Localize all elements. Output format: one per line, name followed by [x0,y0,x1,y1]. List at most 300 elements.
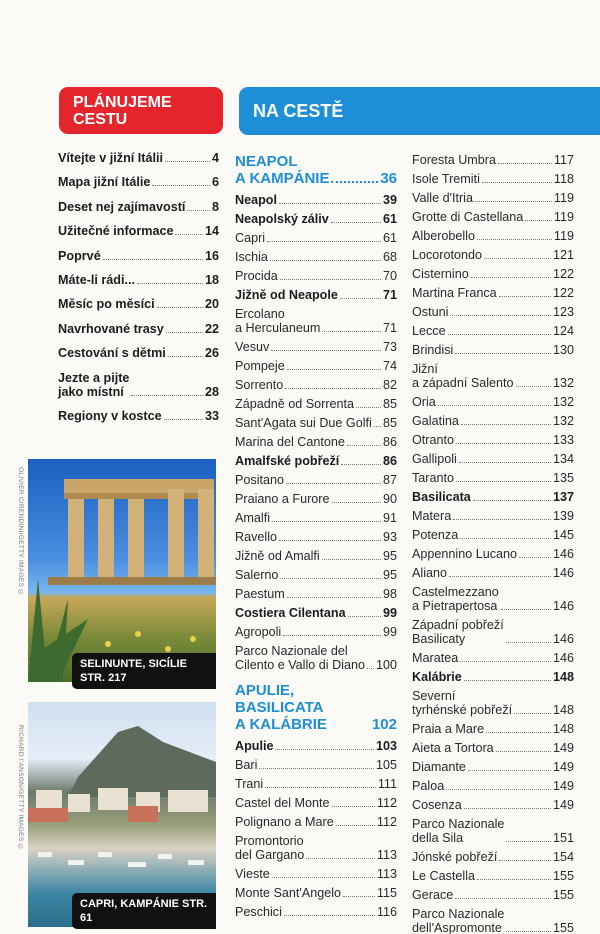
toc-entry-title: Maratea [412,651,459,665]
toc-leader-dots [506,931,551,932]
toc-entry-page: 148 [552,703,574,717]
toc-entry-page: 93 [382,530,397,544]
toc-entry-page: 105 [375,758,397,772]
toc-entry-page: 8 [211,199,219,214]
toc-entry-page: 155 [552,921,574,934]
toc-entry-page: 71 [382,288,397,302]
toc-entry-title: Cosenza [412,798,462,812]
toc-entry-page: 155 [552,888,574,902]
toc-entry [58,409,219,423]
toc-entry-title: Potenza [412,528,459,542]
toc-section-heading [235,153,397,187]
toc-entry-page: 113 [376,848,397,862]
toc-entry-page: 154 [552,850,574,864]
temple-ruins-illustration [28,459,216,682]
toc-entry [412,888,574,902]
toc-entry-page: 100 [375,658,397,672]
toc-entry-title: Agropoli [235,625,282,639]
toc-entry [412,414,574,428]
toc-entry [235,359,397,373]
toc-entry-title: Měsíc po měsíci [58,297,155,312]
toc-leader-dots [367,668,374,669]
toc-entry-page: 133 [552,433,574,447]
toc-entry-page: 116 [376,905,397,919]
toc-entry [412,670,574,684]
toc-entry [235,340,397,354]
toc-entry [235,511,397,525]
toc-entry-page: 18 [204,272,219,287]
toc-entry [412,433,574,447]
toc-entry-page: 117 [553,153,574,167]
toc-entry [412,267,574,281]
toc-entry [235,378,397,392]
toc-entry-page: 132 [552,376,574,390]
toc-entry-title: Severní tyrhénské pobřeží [412,689,513,717]
toc-entry-page: 6 [211,175,219,190]
toc-leader-dots [287,597,381,598]
toc-entry [235,625,397,639]
toc-entry-page: 28 [204,384,219,399]
toc-entry-page: 146 [552,651,574,665]
photo-selinunte [28,459,216,682]
toc-entry-title: Vieste [235,867,270,881]
toc-entry-page: 14 [204,224,219,239]
toc-entry [412,452,574,466]
toc-leader-dots [516,386,551,387]
toc-leader-dots [103,259,203,260]
toc-entry-page: 146 [552,547,574,561]
toc-entry-title: Neapol [235,193,277,207]
toc-entry [412,907,574,934]
toc-entry-title: Galatina [412,414,459,428]
toc-entry [235,473,397,487]
toc-leader-dots [506,841,551,842]
toc-entry-title: Gallipoli [412,452,457,466]
toc-entry-title: Oria [412,395,436,409]
toc-entry-title: Foresta Umbra [412,153,496,167]
toc-leader-dots [331,181,378,183]
toc-entry [235,777,397,791]
toc-entry-page: 90 [382,492,397,506]
toc-leader-dots [514,713,551,714]
toc-entry-title: APULIE, BASILICATA A KALÁBRIE [235,682,327,733]
toc-entry [412,566,574,580]
toc-leader-dots [459,462,551,463]
toc-leader-dots [279,540,381,541]
toc-entry [235,587,397,601]
toc-entry-page: 86 [382,454,397,468]
toc-leader-dots [482,182,552,183]
toc-entry [235,834,397,862]
toc-entry-page: 68 [382,250,397,264]
toc-leader-dots [449,576,551,577]
toc-entry-title: Paloa [412,779,445,793]
toc-leader-dots [340,298,381,299]
section-header-on-the-road-label: NA CESTĚ [253,100,344,121]
toc-leader-dots [468,770,551,771]
toc-entry-title: Jižní a západní Salento [412,362,514,390]
toc-leader-dots [336,825,375,826]
toc-entry [412,509,574,523]
toc-leader-dots [322,559,381,560]
toc-entry [412,817,574,845]
section-header-plan [59,87,223,134]
toc-entry [412,722,574,736]
toc-leader-dots [506,642,551,643]
toc-leader-dots [438,405,551,406]
toc-entry-title: Západně od Sorrenta [235,397,355,411]
toc-leader-dots [306,858,375,859]
toc-entry-page: 61 [382,231,397,245]
toc-entry-title: Sorrento [235,378,284,392]
toc-leader-dots [484,258,551,259]
toc-entry-title: Paestum [235,587,285,601]
toc-entry-title: Jezte a pijte jako místní [58,370,130,399]
toc-leader-dots [456,443,551,444]
toc-entry-title: Ischia [235,250,268,264]
toc-entry-title: Ercolano a Herculaneum [235,307,321,335]
toc-entry-page: 146 [552,632,574,646]
toc-section-heading [235,682,397,733]
toc-entry [412,869,574,883]
toc-entry-title: Ostuni [412,305,449,319]
toc-entry [412,286,574,300]
toc-entry [235,796,397,810]
toc-entry-title: Taranto [412,471,455,485]
toc-entry [235,549,397,563]
toc-entry-title: Otranto [412,433,454,447]
toc-entry [235,397,397,411]
toc-entry [235,250,397,264]
toc-leader-dots [453,519,551,520]
toc-entry-title: Jónské pobřeží [412,850,498,864]
toc-entry-page: 148 [552,670,574,684]
toc-entry [58,346,219,360]
toc-entry-page: 122 [552,286,574,300]
toc-entry-title: Castel del Monte [235,796,330,810]
toc-regions-b [412,153,574,934]
toc-entry [235,435,397,449]
toc-entry-title: Marina del Cantone [235,435,345,449]
toc-entry [235,606,397,620]
section-header-on-the-road [239,87,600,135]
toc-entry-title: Cestování s dětmi [58,346,166,361]
toc-entry [412,528,574,542]
toc-entry-page: 26 [204,346,219,361]
toc-entry-page: 91 [382,511,397,525]
toc-entry-title: Grotte di Castellana [412,210,524,224]
toc-entry-page: 82 [382,378,397,392]
toc-entry-page: 87 [382,473,397,487]
toc-entry-page: 146 [552,566,574,580]
toc-entry-page: 103 [375,739,397,753]
toc-leader-dots [455,353,551,354]
toc-entry [412,153,574,167]
toc-entry-title: Lecce [412,324,446,338]
toc-entry-title: Parco Nazionale dell'Aspromonte [412,907,505,934]
toc-entry [58,322,219,336]
toc-entry-title: Brindisi [412,343,454,357]
toc-entry-title: Poprvé [58,248,101,263]
toc-entry [235,758,397,772]
toc-entry [235,530,397,544]
toc-leader-dots [332,806,375,807]
toc-leader-dots [498,163,552,164]
photo-caption-selinunte-text: SELINUNTE, SICÍLIE STR. 217 [80,658,187,684]
toc-entry-title: Peschici [235,905,282,919]
section-header-plan-label: PLÁNUJEME CESTU [73,93,172,128]
toc-entry-title: Regiony v kostce [58,408,162,423]
toc-entry-title: Aliano [412,566,448,580]
toc-entry [235,269,397,283]
toc-leader-dots [460,661,551,662]
toc-entry-title: Appennino Lucano [412,547,518,561]
toc-entry [58,175,219,189]
toc-entry [58,151,219,165]
toc-entry-title: Cisternino [412,267,469,281]
toc-entry-page: 61 [382,212,397,226]
toc-leader-dots [152,185,210,186]
toc-entry-page: 123 [552,305,574,319]
toc-leader-dots [166,332,203,333]
toc-entry-title: Jižně od Neapole [235,288,338,302]
photo-caption-capri-text: CAPRI, KAMPÁNIE STR. 61 [80,898,208,924]
toc-entry-title: Procida [235,269,278,283]
toc-entry-page: 73 [382,340,397,354]
toc-entry-page: 155 [552,869,574,883]
toc-leader-dots [486,732,551,733]
toc-entry [235,454,397,468]
toc-entry [412,248,574,262]
toc-entry-title: Isole Tremiti [412,172,480,186]
toc-leader-dots [331,222,381,223]
toc-entry-page: 99 [382,625,397,639]
toc-leader-dots [348,616,381,617]
toc-entry-title: Pompeje [235,359,285,373]
toc-leader-dots [259,768,374,769]
toc-entry [412,471,574,485]
toc-entry-title: Valle d'Itria [412,191,473,205]
toc-leader-dots [501,609,551,610]
toc-entry [412,547,574,561]
toc-entry [412,798,574,812]
toc-entry-title: Mapa jižní Itálie [58,175,151,190]
toc-leader-dots [496,751,551,752]
toc-entry-title: Kalábrie [412,670,462,684]
toc-leader-dots [157,307,203,308]
toc-entry [58,200,219,214]
toc-entry-title: Parco Nazionale della Sila [412,817,505,845]
toc-entry-title: Jižně od Amalfi [235,549,320,563]
toc-entry [412,779,574,793]
toc-entry [58,249,219,263]
toc-leader-dots [525,220,552,221]
toc-leader-dots [322,331,381,332]
toc-entry-page: 119 [553,229,574,243]
toc-entry-title: Vítejte v jižní Itálii [58,151,163,165]
toc-leader-dots [272,521,381,522]
toc-leader-dots [283,635,381,636]
toc-entry-page: 149 [552,760,574,774]
toc-entry [235,416,397,430]
toc-entry [235,739,397,753]
toc-entry-page: 70 [382,269,397,283]
toc-leader-dots [455,898,551,899]
toc-entry [412,324,574,338]
toc-leader-dots [341,464,381,465]
toc-entry-page: 132 [552,395,574,409]
toc-entry-title: Basilicata [412,490,471,504]
toc-entry-title: Le Castella [412,869,476,883]
toc-entry-page: 148 [552,722,574,736]
toc-entry-title: Máte-li rádi... [58,272,135,287]
toc-entry-page: 95 [382,549,397,563]
toc-entry [412,305,574,319]
toc-entry-title: Neapolský záliv [235,212,329,226]
toc-leader-dots [280,578,381,579]
toc-leader-dots [343,896,375,897]
toc-entry-page: 115 [376,886,397,900]
toc-entry-title: Praia a Mare [412,722,485,736]
toc-entry-title: Diamante [412,760,466,774]
toc-regions-a [235,153,397,924]
toc-entry-title: Salerno [235,568,279,582]
toc-entry-page: 151 [552,831,574,845]
toc-entry-title: Bari [235,758,258,772]
toc-entry-page: 124 [552,324,574,338]
toc-entry-page: 134 [552,452,574,466]
toc-entry [235,815,397,829]
toc-entry-page: 98 [382,587,397,601]
toc-entry-page: 145 [552,528,574,542]
toc-entry-title: Alberobello [412,229,476,243]
toc-entry-title: Castelmezzano a Pietrapertosa [412,585,499,613]
toc-leader-dots [285,388,381,389]
toc-leader-dots [165,161,210,162]
toc-entry-title: Západní pobřeží Basilicaty [412,618,504,646]
toc-leader-dots [456,481,551,482]
toc-entry [412,191,574,205]
toc-entry-title: Amalfské pobřeží [235,454,340,468]
toc-entry-page: 119 [553,210,574,224]
toc-leader-dots [519,557,551,558]
photo-caption-capri [72,893,216,929]
toc-entry-title: Positano [235,473,285,487]
toc-leader-dots [356,407,381,408]
toc-entry-page: 85 [382,397,397,411]
toc-leader-dots [332,502,381,503]
toc-entry [412,689,574,717]
toc-entry-title: Costiera Cilentana [235,606,346,620]
toc-entry-page: 86 [382,435,397,449]
toc-entry-page: 118 [553,172,574,186]
photo-credit-1: OLIVIER CIRENDINI/GETTY IMAGES © [17,467,24,597]
toc-leader-dots [286,483,381,484]
toc-leader-dots [477,879,551,880]
toc-leader-dots [275,749,374,750]
toc-leader-dots [270,260,381,261]
toc-entry-page: 112 [376,796,397,810]
toc-entry-page: 149 [552,779,574,793]
toc-leader-dots [280,279,381,280]
toc-entry-page: 149 [552,798,574,812]
toc-entry [58,371,219,399]
toc-leader-dots [137,283,203,284]
toc-entry [235,231,397,245]
toc-leader-dots [446,789,551,790]
toc-entry [235,212,397,226]
toc-leader-dots [473,500,551,501]
toc-entry-page: 119 [553,191,574,205]
toc-entry-page: 16 [204,248,219,263]
toc-entry [235,307,397,335]
toc-entry-title: Praiano a Furore [235,492,330,506]
toc-entry-title: Capri [235,231,266,245]
toc-leader-dots [267,241,381,242]
toc-entry [412,651,574,665]
toc-entry-page: 20 [204,297,219,312]
toc-leader-dots [279,203,381,204]
toc-entry-title: Deset nej zajímavostí [58,199,186,214]
toc-entry-page: 71 [382,321,397,335]
photo-caption-selinunte [72,653,216,689]
toc-entry-title: Gerace [412,888,454,902]
toc-entry [235,886,397,900]
toc-entry [235,644,397,672]
toc-entry-title: Polignano a Mare [235,815,334,829]
toc-entry-page: 36 [380,170,397,187]
toc-entry [235,905,397,919]
toc-entry [412,850,574,864]
toc-entry-page: 33 [204,408,219,423]
toc-entry-page: 132 [552,414,574,428]
toc-entry-page: 102 [371,716,397,733]
toc-leader-dots [271,350,381,351]
toc-entry-title: Promontorio del Gargano [235,834,305,862]
toc-entry-page: 137 [552,490,574,504]
toc-leader-dots [175,234,203,235]
toc-entry-page: 22 [204,321,219,336]
toc-leader-dots [448,334,551,335]
toc-entry-title: Vesuv [235,340,270,354]
toc-leader-dots [477,239,552,240]
toc-entry [412,210,574,224]
toc-entry-title: Ravello [235,530,277,544]
toc-leader-dots [265,787,376,788]
toc-entry [412,172,574,186]
toc-leader-dots [374,426,381,427]
toc-entry-title: Trani [235,777,264,791]
toc-entry [412,490,574,504]
toc-entry-title: Aieta a Tortora [412,741,494,755]
toc-entry [235,193,397,207]
toc-entry-title: Navrhované trasy [58,321,164,336]
toc-entry-page: 149 [552,741,574,755]
toc-leader-dots [464,680,551,681]
toc-entry-title: Sant'Agata sui Due Golfi [235,416,372,430]
toc-leader-dots [287,369,381,370]
toc-entry-title: Amalfi [235,511,270,525]
toc-entry-page: 139 [552,509,574,523]
toc-entry [412,741,574,755]
toc-entry-page: 121 [552,248,574,262]
toc-entry [235,288,397,302]
toc-entry [412,343,574,357]
toc-entry-page: 146 [552,599,574,613]
toc-planning [58,151,219,433]
toc-leader-dots [347,445,381,446]
toc-leader-dots [464,808,551,809]
